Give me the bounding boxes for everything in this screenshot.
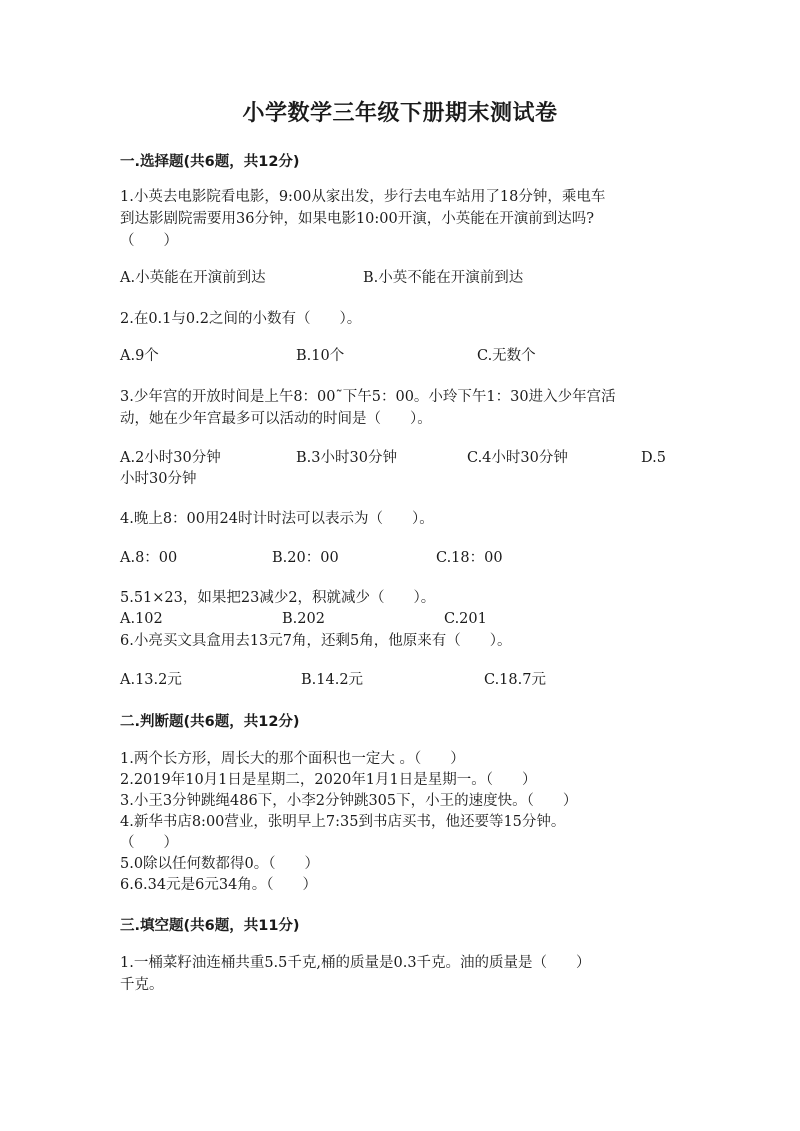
question-1-line-1: 1.小英去电影院看电影，9:00从家出发，步行去电车站用了18分钟，乘电车 bbox=[120, 189, 606, 205]
question-1-line-3: （ ） bbox=[120, 233, 178, 249]
question-4-option-a: A.8：00 bbox=[120, 550, 178, 566]
judgement-6: 6.6.34元是6元34角。（ ） bbox=[120, 877, 318, 893]
question-5-line-1: 5.51×23，如果把23减少2，积就减少（ ）。 bbox=[120, 590, 436, 606]
question-3-option-a: A.2小时30分钟 bbox=[120, 450, 221, 466]
fill-in-1-line-1: 1.一桶菜籽油连桶共重5.5千克,桶的质量是0.3千克。油的质量是（ ） bbox=[120, 955, 591, 971]
question-1-line-2: 到达影剧院需要用36分钟，如果电影10:00开演，小英能在开演前到达吗? bbox=[120, 211, 595, 227]
question-5-option-a: A.102 bbox=[120, 611, 163, 627]
judgement-2: 2.2019年10月1日是星期二，2020年1月1日是星期一。（ ） bbox=[120, 772, 537, 788]
section-heading-fill-in: 三.填空题(共6题，共11分) bbox=[120, 918, 300, 934]
judgement-3: 3.小王3分钟跳绳486下，小李2分钟跳305下，小王的速度快。（ ） bbox=[120, 793, 578, 809]
question-3-option-d: D.5 bbox=[641, 450, 666, 466]
judgement-1: 1.两个长方形，周长大的那个面积也一定大 。（ ） bbox=[120, 751, 465, 767]
judgement-4-continued: （ ） bbox=[120, 835, 178, 851]
section-heading-choice: 一.选择题(共6题，共12分) bbox=[120, 154, 300, 170]
question-2-option-c: C.无数个 bbox=[477, 348, 536, 364]
judgement-5: 5.0除以任何数都得0。（ ） bbox=[120, 856, 320, 872]
question-4-line-1: 4.晚上8：00用24时计时法可以表示为（ ）。 bbox=[120, 511, 434, 527]
section-heading-judgement: 二.判断题(共6题，共12分) bbox=[120, 714, 300, 730]
question-6-option-a: A.13.2元 bbox=[120, 672, 182, 688]
question-1-option-a: A.小英能在开演前到达 bbox=[120, 270, 266, 286]
question-6-option-b: B.14.2元 bbox=[301, 672, 364, 688]
question-5-option-b: B.202 bbox=[282, 611, 325, 627]
question-2-option-a: A.9个 bbox=[120, 348, 159, 364]
question-3-line-1: 3.少年宫的开放时间是上午8：00˜下午5：00。小玲下午1：30进入少年宫活 bbox=[120, 389, 616, 405]
question-3-line-2: 动，她在少年宫最多可以活动的时间是（ ）。 bbox=[120, 411, 432, 427]
question-3-option-d-continued: 小时30分钟 bbox=[120, 471, 197, 487]
question-2-option-b: B.10个 bbox=[296, 348, 345, 364]
question-4-option-b: B.20：00 bbox=[272, 550, 339, 566]
question-6-line-1: 6.小亮买文具盒用去13元7角，还剩5角，他原来有（ ）。 bbox=[120, 633, 512, 649]
question-3-option-c: C.4小时30分钟 bbox=[467, 450, 568, 466]
fill-in-1-line-2: 千克。 bbox=[120, 977, 164, 993]
question-6-option-c: C.18.7元 bbox=[484, 672, 546, 688]
question-2-line-1: 2.在0.1与0.2之间的小数有（ ）。 bbox=[120, 311, 362, 327]
question-4-option-c: C.18：00 bbox=[436, 550, 503, 566]
page-title: 小学数学三年级下册期末测试卷 bbox=[242, 101, 558, 126]
question-1-option-b: B.小英不能在开演前到达 bbox=[363, 270, 524, 286]
judgement-4: 4.新华书店8:00营业，张明早上7:35到书店买书，他还要等15分钟。 bbox=[120, 814, 566, 830]
question-3-option-b: B.3小时30分钟 bbox=[296, 450, 397, 466]
question-5-option-c: C.201 bbox=[444, 611, 487, 627]
